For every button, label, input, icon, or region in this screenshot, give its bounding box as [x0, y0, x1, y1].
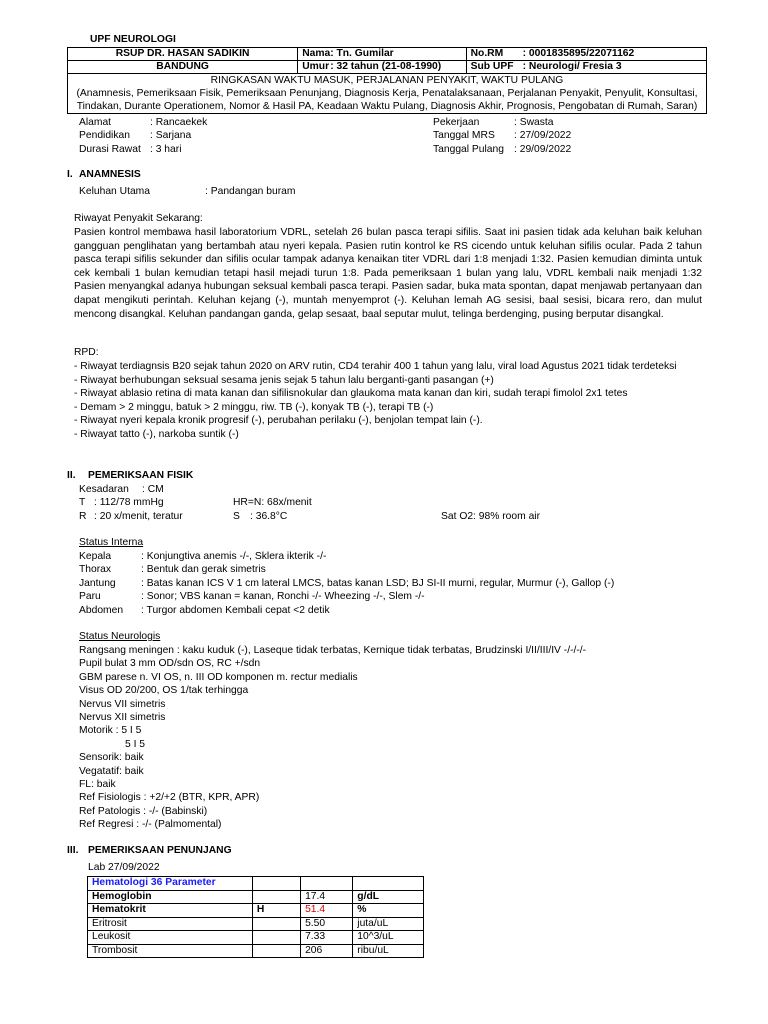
rps-label: Riwayat Penyakit Sekarang:	[74, 213, 203, 224]
neuro-item: Pupil bulat 3 mm OD/sdn OS, RC +/sdn	[79, 658, 261, 670]
status-neurologis-heading: Status Neurologis	[79, 631, 161, 642]
rpd-item: - Riwayat tatto (-), narkoba suntik (-)	[74, 428, 239, 440]
kesadaran-value: : CM	[142, 484, 164, 495]
rpd-item: - Demam > 2 minggu, batuk > 2 minggu, riw. TB (-), konyak TB (-), terapi TB (-)	[74, 401, 434, 413]
rpd-list	[74, 360, 677, 441]
sat-value: Sat O2: 98% room air	[441, 511, 541, 522]
rps-text: Pasien kontrol membawa hasil laboratorium VDRL, setelah 26 bulan pasca terapi sifilis. Saat ini pasien tidak ada keluhan baik keluhan gangguan penglihatan yang bertambah atau nyeri kepala. Pasien rutin kontrol ke RS cicendo untuk keluhan sifilis ocular. Pada 2 tahun pasca terapi sifilis sekunder dan sifilis ocular tampak adanya kenaikan titer VDRL dari 1:8 menjadi 1:32. Pasien kemudian diminta untuk cek kembali 1 bulan kemudian tetapi hasil mejadi turun 1:8. Pada pemeriksaan 1 bulan yang lalu, VDRL kembali naik menjadi 1:32 Pasien menyangkal adanya hubungan seksual kembali pasca terapi. Pasien sadar, buka mata spontan, dapat menjawab pertanyaan dan dapat mengikuti perintah. Keluhan kejang (-), muntah menyemprot (-). Keluhan lemah AG sesisi, baal sesisi, bicara rero, dan mulut mencong disangkal. Keluhan pandangan ganda, gelap sesaat, baal seputar mulut, telinga berdenging, pusing berputar disangkal.	[74, 227, 702, 320]
header-table	[67, 47, 707, 114]
lab-table-title: Hematologi 36 Parameter	[88, 877, 253, 891]
rpd-item: - Riwayat berhubungan seksual sesama jenis sejak 5 tahun lalu berganti-ganti pasangan (+)	[74, 374, 494, 386]
interna-row: Paru : Sonor; VBS kanan = kanan, Ronchi -/- Wheezing -/-, Slem -/-	[79, 591, 425, 603]
interna-row: Thorax : Bentuk dan gerak simetris	[79, 564, 266, 576]
section-heading-anamnesis: ANAMNESIS	[79, 169, 141, 180]
section-heading-penunjang: PEMERIKSAAN PENUNJANG	[88, 845, 232, 856]
durasi-label: Durasi Rawat	[79, 144, 141, 155]
lab-date: Lab 27/09/2022	[88, 862, 160, 873]
s-label: S	[233, 511, 240, 522]
neuro-item: Ref Patologis : -/- (Babinski)	[79, 805, 208, 817]
alamat-label: Alamat	[79, 117, 112, 128]
kesadaran-label: Kesadaran	[79, 484, 129, 495]
rpd-item: - Riwayat nyeri kepala kronik progresif (-), perubahan perilaku (-), benjolan tempat lain (-).	[74, 415, 483, 426]
mrs-label: Tanggal MRS	[433, 130, 495, 141]
pulang-value: : 29/09/2022	[514, 144, 572, 155]
document-title-cell	[68, 74, 707, 114]
hr-value: HR=N: 68x/menit	[233, 497, 312, 508]
r-value: : 20 x/menit, teratur	[94, 511, 183, 522]
rm-cell: No.RM : 0001835895/22071162	[466, 48, 706, 61]
document-subtitle-1: (Anamnesis, Pemeriksaan Fisik, Pemeriksaan Penunjang, Diagnosis Kerja, Penatalaksanaan, Perjalanan Penyakit, Penyulit, Konsultasi,	[76, 88, 698, 99]
neuro-item: 5 I 5	[125, 738, 146, 750]
document-subtitle-2: Tindakan, Durante Operationem, Nomor & Hasil PA, Keadaan Waktu Pulang, Diagnosis Akhir, Prognosis, Pengobatan di Rumah, Saran)	[76, 101, 698, 112]
neuro-item: Ref Regresi : -/- (Palmomental)	[79, 819, 222, 831]
table-row: Hemoglobin 17.4 g/dL	[88, 890, 424, 904]
neuro-item: Rangsang meningen : kaku kuduk (-), Laseque tidak terbatas, Kernique tidak terbatas, Brudzinski I/II/III/IV -/-/-/-	[79, 645, 587, 656]
table-row: Leukosit 7.33 10^3/uL	[88, 931, 424, 945]
interna-row: Kepala : Konjungtiva anemis -/-, Sklera ikterik -/-	[79, 551, 327, 562]
rpd-label: RPD:	[74, 347, 99, 358]
rpd-item: - Riwayat ablasio retina di mata kanan dan sifilisnokular dan glaukoma mata kanan dan kiri, sudah terapi fimolol 2x1 tetes	[74, 388, 628, 399]
subupf-cell: Sub UPF : Neurologi/ Fresia 3	[466, 61, 706, 74]
neuro-item: Visus OD 20/200, OS 1/tak terhingga	[79, 685, 249, 697]
hospital-name: RSUP DR. HASAN SADIKIN	[68, 48, 298, 61]
lab-table-title-row	[88, 877, 424, 891]
pekerjaan-value: : Swasta	[514, 117, 554, 128]
mrs-value: : 27/09/2022	[514, 130, 572, 141]
neuro-item: Motorik : 5 I 5	[79, 725, 142, 737]
neuro-item: Ref Fisiologis : +2/+2 (BTR, KPR, APR)	[79, 792, 260, 804]
status-neurologis-list	[79, 644, 586, 832]
s-value: : 36.8°C	[250, 511, 288, 522]
neuro-item: Vegatatif: baik	[79, 765, 144, 777]
durasi-value: : 3 hari	[150, 144, 182, 155]
patient-name-cell: Nama: Tn. Gumilar	[298, 48, 466, 61]
t-value: : 112/78 mmHg	[94, 497, 164, 508]
section-heading-fisik: PEMERIKSAAN FISIK	[88, 470, 194, 481]
status-interna-heading: Status Interna	[79, 537, 144, 548]
status-interna-list	[79, 550, 614, 617]
keluhan-value: : Pandangan buram	[205, 186, 296, 197]
section-number-1: I.	[67, 169, 73, 180]
table-row: Hematokrit H 51.4 %	[88, 904, 424, 918]
r-label: R	[79, 511, 87, 522]
table-row: Eritrosit 5.50 juta/uL	[88, 917, 424, 931]
document-title: RINGKASAN WAKTU MASUK, PERJALANAN PENYAKIT, WAKTU PULANG	[210, 75, 564, 86]
neuro-item: FL: baik	[79, 779, 116, 791]
neuro-item: Nervus XII simetris	[79, 712, 166, 724]
rpd-item: - Riwayat terdiagnsis B20 sejak tahun 2020 on ARV rutin, CD4 terahir 400 1 tahun yang lalu, viral load Agustus 2021 tidak terdeteksi	[74, 361, 677, 372]
pekerjaan-label: Pekerjaan	[433, 117, 480, 128]
pendidikan-value: : Sarjana	[150, 130, 192, 141]
alamat-value: : Rancaekek	[150, 117, 208, 128]
keluhan-label: Keluhan Utama	[79, 186, 150, 197]
table-row: Trombosit 206 ribu/uL	[88, 944, 424, 958]
neuro-item: Sensorik: baik	[79, 752, 144, 764]
patient-age-cell: Umur: 32 tahun (21-08-1990)	[298, 61, 466, 74]
neuro-item: Nervus VII simetris	[79, 698, 166, 710]
unit-title: UPF NEUROLOGI	[90, 34, 176, 45]
abnormal-value: 51.4	[301, 904, 353, 918]
pulang-label: Tanggal Pulang	[433, 144, 504, 155]
neuro-item: GBM parese n. VI OS, n. III OD komponen m. rectur medialis	[79, 671, 358, 683]
t-label: T	[79, 497, 86, 508]
hospital-city: BANDUNG	[68, 61, 298, 74]
section-number-2: II.	[67, 470, 76, 481]
pendidikan-label: Pendidikan	[79, 130, 130, 141]
section-number-3: III.	[67, 845, 79, 856]
lab-table	[87, 876, 424, 958]
interna-row: Jantung : Batas kanan ICS V 1 cm lateral LMCS, batas kanan LSD; BJ SI-II murni, regular, Murmur (-), Gallop (-)	[79, 577, 615, 589]
interna-row: Abdomen : Turgor abdomen Kembali cepat <2 detik	[79, 604, 330, 616]
